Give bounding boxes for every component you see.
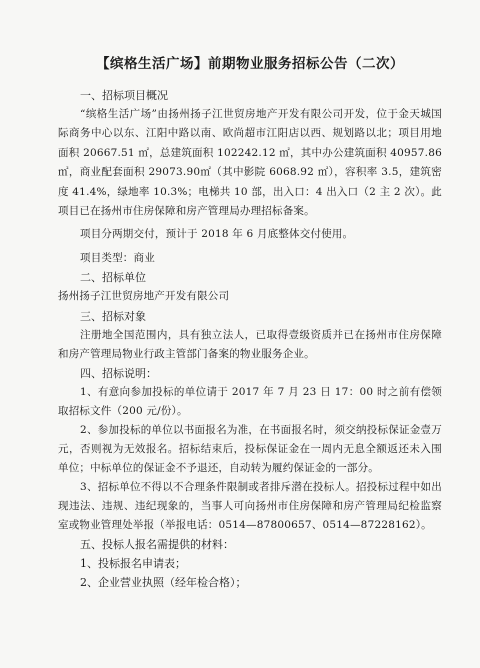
section-1-delivery: 项目分两期交付，预计于 2018 年 6 月底整体交付使用。: [80, 228, 354, 241]
section-4-item-3: 3、招标单位不得以不合理条件限制或者排斥潜在投标人。招投标过程中如出现违法、违规、违纪现象的，当事人可向扬州市住房保障和房产管理局纪检监察室或物业管理处举报（举报电话：0514—87800657、0514—87228162）。: [58, 481, 442, 532]
section-4-heading: 四、招标说明：: [80, 367, 157, 381]
section-5-item-1: 1、投标报名申请表；: [80, 557, 186, 571]
section-3-heading: 三、招标对象: [80, 309, 146, 323]
section-3-target: 注册地全国范围内，具有独立法人，已取得壹级资质并已在扬州市住房保障和房产管理局物业行政主管部门备案的物业服务企业。: [58, 328, 442, 361]
section-5-item-2: 2、企业营业执照（经年检合格）；: [80, 576, 247, 590]
section-4-item-2: 2、参加投标的单位以书面报名为准，在书面报名时，须交纳投标保证金壹万元，否则视为无效报名。招标结束后，投标保证金在一周内无息全额返还未入围单位；中标单位的保证金不予退还，自动转为履约保证金的一部分。: [58, 424, 442, 475]
section-2-unit: 扬州扬子江世贸房地产开发有限公司: [58, 290, 230, 303]
section-1-heading: 一、招标项目概况: [80, 89, 168, 102]
document-title: 【缤格生活广场】前期物业服务招标公告（二次）: [96, 56, 404, 72]
section-2-heading: 二、招标单位: [80, 271, 146, 285]
section-4-item-1: 1、有意向参加投标的单位请于 2017 年 7 月 23 日 17：00 时之前有偿领取招标文件（200 元/份）。: [58, 386, 442, 418]
section-1-overview: “缤格生活广场”由扬州扬子江世贸房地产开发有限公司开发，位于金天城国际商务中心以东、江阳中路以南、欧尚超市江阳店以西、规划路以北；项目用地面积 20667.51 ㎡，总建筑面积 102242.12 ㎡，其中办公建筑面积 40957.86 ㎡，商业配套面积 29073.90㎡（其中影院 6068.92 ㎡），容积率 3.5，建筑密度 41.4%，绿地率 10.3%；电梯共 10 部，出入口：4 出入口（2 主 2 次）。此项目已在扬州市住房保障和房产管理局办理招标备案。: [58, 108, 442, 218]
section-1-project-type: 项目类型：商业: [80, 251, 155, 264]
section-5-heading: 五、投标人报名需提供的材料：: [80, 538, 234, 552]
